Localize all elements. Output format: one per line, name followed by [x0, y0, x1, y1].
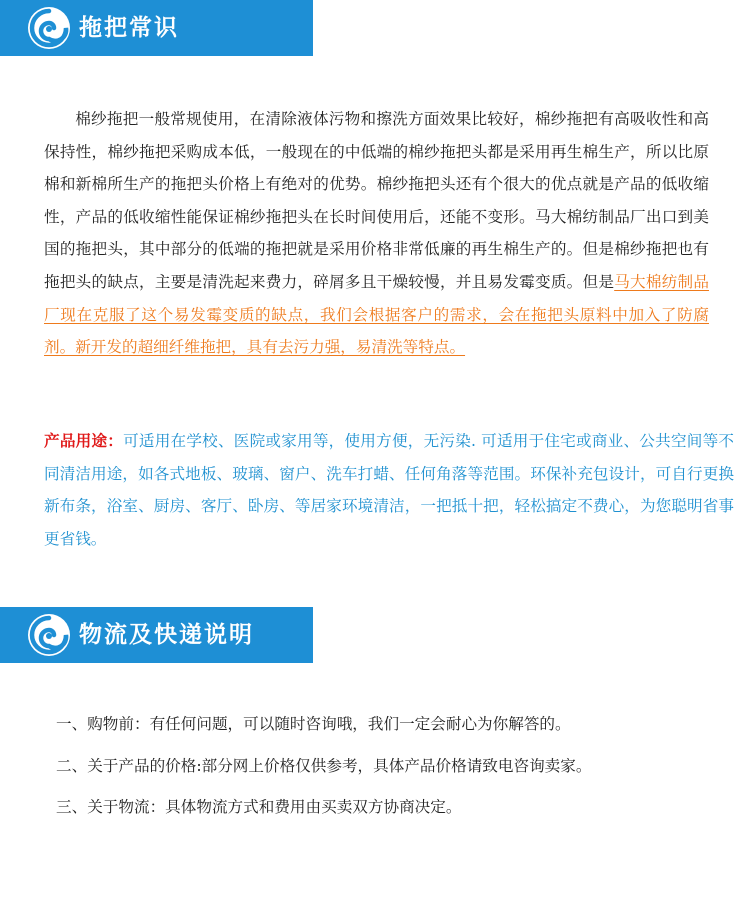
shipping-item-price: 二、关于产品的价格:部分网上价格仅供参考，具体产品价格请致电咨询卖家。	[56, 757, 592, 775]
intro-text: 棉纱拖把一般常规使用，在清除液体污物和擦洗方面效果比较好，棉纱拖把有高吸收性和高保持性，棉纱拖把采购成本低，一般现在的中低端的棉纱拖把头都是采用再生棉生产，所以比原棉和新棉所生产的拖把头价格上有绝对的优势。棉纱拖把头还有个很大的优点就是产品的低收缩性，产品的低收缩性能保证棉纱拖把头在长时间使用后，还能不变形。马大棉纺制品厂出口到美国的拖把头，其中部分的低端的拖把就是采用价格非常低廉的再生棉生产的。但是棉纱拖把也有拖把头的缺点，主要是清洗起来费力，碎屑多且干燥较慢，并且易发霉变质。但是	[44, 110, 709, 291]
intro-highlight-text: 马大棉纺制品厂现在克服了这个易发霉变质的缺点，我们会根据客户的需求，会在拖把头原料中加入了防腐剂。新开发的超细纤维拖把，具有去污力强，易清洗等特点。	[44, 272, 709, 357]
usage-paragraph	[44, 425, 734, 555]
section-title: 物流及快递说明	[79, 622, 254, 648]
usage-text: 可适用在学校、医院或家用等，使用方便，无污染. 可适用于住宅或商业、公共空间等不同清洁用途，如各式地板、玻璃、窗户、洗车打蜡、任何角落等范围。环保补充包设计，可自行更换新布条，浴室、厨房、客厅、卧房、等居家环境清洁，一把抵十把，轻松搞定不费心，为您聪明省事更省钱。	[44, 432, 734, 548]
swirl-logo-icon	[27, 613, 71, 657]
intro-paragraph	[44, 103, 709, 364]
shipping-item-before-purchase: 一、购物前：有任何问题，可以随时咨询哦，我们一定会耐心为你解答的。	[56, 715, 571, 733]
section-header-shipping	[0, 607, 313, 663]
swirl-logo-icon	[27, 6, 71, 50]
section-header-mop-knowledge	[0, 0, 313, 56]
section-title: 拖把常识	[79, 15, 179, 41]
usage-label: 产品用途：	[44, 431, 124, 450]
shipping-item-logistics: 三、关于物流：具体物流方式和费用由买卖双方协商决定。	[56, 798, 462, 816]
